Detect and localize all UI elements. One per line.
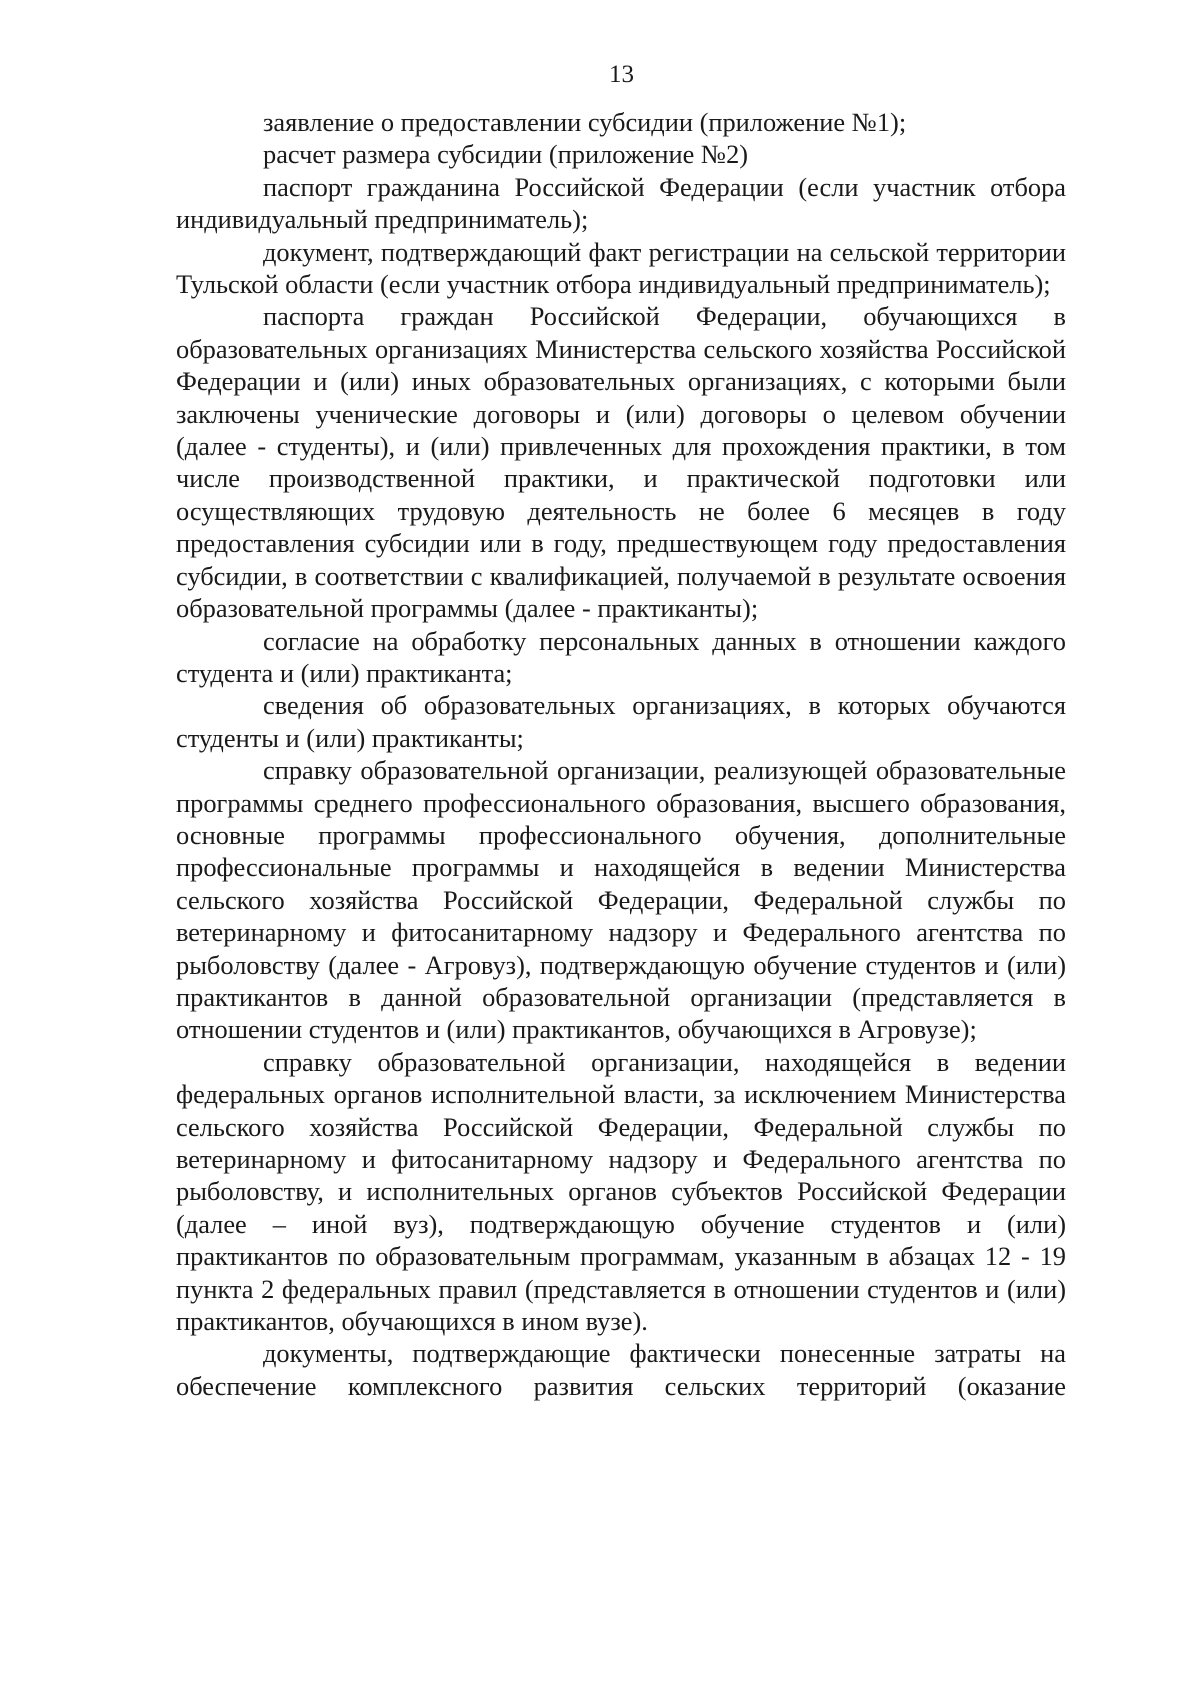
paragraph: сведения об образовательных организациях, в которых обучаются студенты и (или) практиканты; [176,690,1066,753]
paragraph: справку образовательной организации, находящейся в ведении федеральных органов исполнительной власти, за исключением Министерства сельского хозяйства Российской Федерации, Федеральной службы по ветеринарному и фитосанитарному надзору и Федерального агентства по рыболовству, и исполнительных органов субъектов Российской Федерации (далее – иной вуз), подтверждающую обучение студентов и (или) практикантов по образовательным программам, указанным в абзацах 12 - 19 пункта 2 федеральных правил (представляется в отношении студентов и (или) практикантов, обучающихся в ином вузе). [176,1046,1066,1337]
document-body [176,106,1066,1402]
page-number: 13 [609,61,634,88]
paragraph: паспорт гражданина Российской Федерации (если участник отбора индивидуальный предприниматель); [176,171,1066,235]
paragraph: документ, подтверждающий факт регистрации на сельской территории Тульской области (если участник отбора индивидуальный предприниматель); [176,236,1066,300]
paragraph: расчет размера субсидии (приложение №2) [263,139,749,170]
paragraph: согласие на обработку персональных данных в отношении каждого студента и (или) практиканта; [176,625,1066,688]
paragraph: заявление о предоставлении субсидии (приложение №1); [263,107,907,137]
paragraph: паспорта граждан Российской Федерации, обучающихся в образовательных организациях Министерства сельского хозяйства Российской Федерации и (или) иных образовательных организациях, с которыми были заключены ученические договоры и (или) договоры о целевом обучении (далее - студенты), и (или) привлеченных для прохождения практики, в том числе производственной практики, и практической подготовки или осуществляющих трудовую деятельность не более 6 месяцев в году предоставления субсидии или в году, предшествующем году предоставления субсидии, в соответствии с квалификацией, получаемой в результате освоения образовательной программы (далее - практиканты); [176,301,1066,624]
paragraph: документы, подтверждающие фактически понесенные затраты на обеспечение комплексного развития сельских территорий (оказание [176,1338,1066,1401]
paragraph: справку образовательной организации, реализующей образовательные программы среднего профессионального образования, высшего образования, основные программы профессионального обучения, дополнительные профессиональные программы и находящейся в ведении Министерства сельского хозяйства Российской Федерации, Федеральной службы по ветеринарному и фитосанитарному надзору и Федерального агентства по рыболовству (далее - Агровуз), подтверждающую обучение студентов и (или) практикантов в данной образовательной организации (представляется в отношении студентов и (или) практикантов, обучающихся в Агровузе); [176,755,1066,1045]
